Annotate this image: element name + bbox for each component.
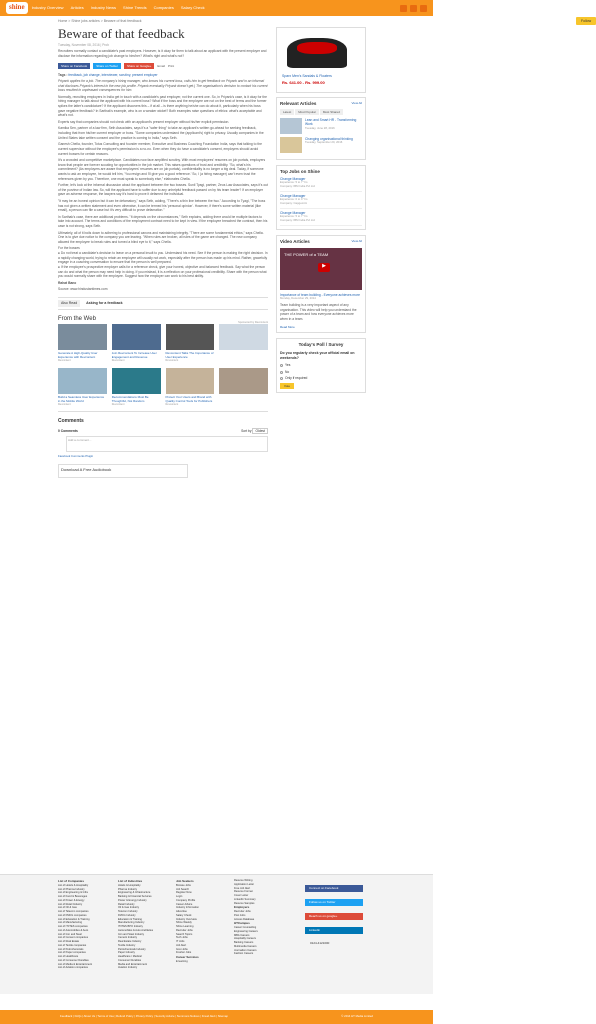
article-meta: Tuesday, November 08, 2016 | Prob <box>58 43 109 48</box>
web-item[interactable] <box>219 368 268 406</box>
comments-section <box>58 411 268 459</box>
web-item-source: Revcontent <box>165 359 179 363</box>
play-icon[interactable]: ▶ <box>318 263 330 272</box>
web-item[interactable] <box>58 324 107 362</box>
comment-input[interactable] <box>66 436 268 452</box>
sort-label: Sort by <box>241 428 252 433</box>
web-item-source: Revcontent <box>111 402 125 406</box>
related-date: Tuesday, September 20, 2016 <box>305 140 343 145</box>
web-item-source: Revcontent <box>111 359 125 363</box>
top-jobs <box>276 165 366 230</box>
nav-item[interactable]: Companies <box>153 5 174 11</box>
phone-number: 0124-4121000 <box>310 941 330 945</box>
web-item[interactable] <box>112 368 161 406</box>
box-title: Video Articles <box>280 238 310 244</box>
sort-select[interactable]: Oldest <box>252 428 268 434</box>
comments-title: Comments <box>58 418 84 425</box>
article-paragraph: Kamika Sen, partner of a law firm, Seth Associates, says it's a "safer thing" to take an applicant's written go-ahead for seeking feedback, including that from his/her current employer or boss. "Some companies understand the (applicant's) right to privacy. Usually companies in the United States take written consent and the practice is coming to India," says Seth. <box>58 126 264 140</box>
radio-icon[interactable] <box>280 377 283 380</box>
view-all-link[interactable]: View All <box>351 100 362 105</box>
article-intro: Recruiters normally contact a candidate's past employers. However, is it okay for them to talk about an applicant with the present employer and disclose the information regarding job change to him/her? What's right and what's not? <box>58 49 267 58</box>
author: Rahat Bano <box>58 280 77 285</box>
print-link[interactable]: Print <box>167 63 175 68</box>
follow-twitter-button[interactable]: Follow us on Twitter <box>305 899 363 906</box>
tags-links[interactable]: feedback, job change, interviewer, scrutiny, present employer <box>68 72 158 77</box>
share-bar <box>58 63 268 69</box>
tags-label: Tags : <box>58 72 68 77</box>
poll-option[interactable] <box>280 376 362 380</box>
web-item-title: Join Revcontent To Increase User Engagement and Revenue <box>111 351 157 360</box>
comments-header <box>58 429 268 433</box>
job-title[interactable]: Change Manager <box>280 193 306 198</box>
article-main <box>58 27 268 483</box>
web-item[interactable] <box>166 368 215 406</box>
footer-col: List of Industries Hotels & Hospitality Pharma Industry Engineering & Infrastructure Banking & Financial Services Power & Energy Industry Retail Industry Oil & Gas Industry Telecom Industry FMCG Industry Education & Training Manufacturing Industry IT/ITES BPO Industry Automobiles & Auto Ancillaries Iron and Steel Industry Cement Industry Real Estate Industry Textile Industry Petrochemicals Industry Paper Industry Healthcare / Medical Consumer Durables Media and Entertainment Aviation Industry <box>118 879 154 970</box>
also-read-link[interactable]: Asking for a feedback <box>83 300 125 307</box>
web-item-source: Revcontent <box>58 402 71 406</box>
relevant-articles <box>276 97 366 160</box>
page-title: Beware of that feedback <box>58 25 185 41</box>
job-item[interactable] <box>280 209 362 226</box>
main-nav <box>32 5 205 10</box>
article-paragraph: Further, let's look at the informal discussion about the applicant between the two bosses. Sunil Tyagi, partner, Zeus Law Associates, says it's out of the purview of Indian law. So, will the applicant have to suffer due to any unhelpful feedback passed on by his team leader? If an employer gave an adverse response, the lawyers say it's hard to prove it defamed the individual. <box>58 183 268 197</box>
web-item-title: Recommendations Must Be Thoughtful, Not Random <box>111 394 149 403</box>
article-italic-intro: Priyank applies for a job. The company's hiring manager, who knows his current boss, calls him to get feedback on Priyank and in an informal chat discloses Priyank's interest in the new job profile. Priyank eventually Priyank doesn't get.) The organisation's decision to contact his current boss resulted in unpleasant consequences for him. <box>58 78 268 93</box>
web-item-title: Build a Seamless User Experience in the Mobile World <box>58 394 105 403</box>
email-link[interactable]: Email <box>157 63 165 68</box>
option-label: Yes <box>285 363 291 368</box>
copyright: © 2014 HT Media Limited <box>341 1014 373 1019</box>
tab-popular[interactable]: Most Popular <box>295 109 319 115</box>
footer-col: List of Companies List of Hotels & Hospitality List of Pharma Industry List of Engineering & Infra List of Food & Beverages List of Power & Energy List of Retail Industry List of Oil & Gas List of Telecom companies List of FMCG companies List of Education & Training List of Manufacturing List of IT/ITES companies List of Automobiles & Auto List of Iron and Steel List of Cement companies List of Real Estate List of Textile companies List of Petrochemicals List of Paper companies List of Healthcare List of Consumer Durables List of Media & Entertainment List of Aviation companies <box>58 879 93 970</box>
share-twitter-button[interactable]: Share on Twitter <box>93 63 121 69</box>
web-item-title: Generate A High-Quality User Experience with Revcontent <box>58 351 98 360</box>
video-title-overlay: THE POWER of a TEAM <box>284 251 329 257</box>
product-ad[interactable] <box>276 27 366 93</box>
box-title: Top Jobs on Shine <box>280 168 320 174</box>
article-paragraph: In Sarthak's case, there are additional problems. "It depends on the circumstances," Seth explains, adding there would be multiple factors to take into account. The terms and conditions of the employment contract need to be kept in view. If the employee breached the contract, then his case is not strong, says Seth. <box>58 214 268 229</box>
related-date: Tuesday, June 28, 2016 <box>305 125 335 130</box>
linkedin-button[interactable]: Linkedin <box>305 927 363 934</box>
job-title[interactable]: Change Manager <box>280 210 306 215</box>
related-title[interactable]: Changing organisational thinking <box>305 136 353 141</box>
article-paragraph: "It may be an honest opinion but it can be defamatory," says Seth, adding, "There's a thin line between the two." According to Tyagi, "The boss has not given a written statement and even otherwise, it can be termed his 'personal opinion'. However, if there's some written material (like email), a person can file a case but it's very difficult to prove defamation." <box>58 199 266 213</box>
related-item[interactable] <box>280 118 362 134</box>
sidebar <box>276 18 592 398</box>
job-exp: Experience: 5 to 7 Yrs <box>280 180 308 185</box>
search-icon[interactable] <box>400 5 407 12</box>
nav-item[interactable]: Articles <box>70 5 84 11</box>
web-item-title: Protect Your Users and Brand with Quality Control Tools for Publishers <box>165 394 213 403</box>
comments-count: 0 Comments <box>58 428 78 433</box>
ad-title[interactable]: Sparx Men's Sandals & Floaters <box>282 73 332 78</box>
article-paragraph: Ultimately, all of it boils down to adhering to professional canons and maintaining integrity. "There are some fundamental ethics," says Chella. One is to give due notice to the company you are leaving. "When rules are broken, all rules of the game are changed. The new company allowed the employee to break rules and turned a blind eye to it," says Chella. <box>58 230 264 244</box>
web-item[interactable] <box>58 368 107 406</box>
related-thumb <box>280 137 302 153</box>
ad-price: Rs. 641.00 - Rs. 999.00 <box>282 79 325 85</box>
google-ad[interactable]: Download A Free Audiobook <box>58 464 188 478</box>
related-item[interactable] <box>280 137 362 153</box>
poll-title: Today's Poll / Survey <box>298 341 344 347</box>
view-all-link[interactable]: View All <box>351 238 362 243</box>
user-icon[interactable] <box>410 5 417 12</box>
tags-line <box>58 73 268 77</box>
article-paragraph: It's a crowded and competitive marketplace. Candidates now face amplified scrutiny. With most employees' resumes on job portals, employers know that people are forever scouting for opportunities in the job market. This raises questions of trust and credibility. "So, what's his commitment? (As employers are aware that employees' resumes are on job portals), confidentiality is no longer a big deal. Today, if someone wants to ask an employee, he would tell him, 'You resign and I'll give you a good reference.' So, I (a hiring manager) can't even trust the references given by you. Therefore, one must speak to somebody else," elaborates Chella. <box>58 158 266 181</box>
fb-plugin-link[interactable]: Facebook Comments Plugin <box>58 454 94 459</box>
footer-col: Job Seekers Browse Jobs Job Search Register Now Login Company Profile Career Advice Industry Information Advertise Salary Check Industry Overview Shine Weekly Shine Learning Recruiter Jobs Search Topics Tech Jobs IT Jobs Job Alert Govt Jobs Fresher Jobs Career Services E learning <box>176 879 199 963</box>
web-thumb <box>58 324 107 350</box>
web-thumb <box>166 368 215 394</box>
share-facebook-button[interactable]: Share on Facebook <box>58 63 90 69</box>
poll-option[interactable] <box>280 370 362 374</box>
sponsored-label: Sponsored by Revcontent <box>238 320 268 324</box>
poll-question: Do you regularly check your official email on weekends? <box>280 350 355 360</box>
article-paragraph: Experts say that companies should not check with an applicant's present employer without his/her explicit permission. <box>58 119 230 124</box>
comment-placeholder: Add a comment... <box>68 438 92 443</box>
job-exp: Experience: 5 to 7 Yrs <box>280 214 308 219</box>
tab-latest[interactable]: Latest <box>280 109 294 115</box>
radio-icon[interactable] <box>280 371 283 374</box>
shine-logo[interactable]: shine <box>6 2 28 13</box>
google-plus-button[interactable]: Reach us on google+ <box>305 913 363 920</box>
breadcrumb[interactable]: Home > Shine jobs articles > Beware of that feedback <box>58 19 142 23</box>
radio-icon[interactable] <box>280 364 283 367</box>
video-date: Monday, December 29, 2014 <box>280 296 316 301</box>
web-thumb <box>219 324 268 350</box>
job-item[interactable] <box>280 192 362 209</box>
read-more-link[interactable]: Read More <box>280 324 295 329</box>
related-title[interactable]: Lean and Smart HR - Transforming Work <box>305 117 357 127</box>
poll-option[interactable] <box>280 363 362 367</box>
job-title[interactable]: Change Manager <box>280 176 306 181</box>
web-thumb <box>58 368 107 394</box>
web-item-source: Revcontent <box>165 402 179 406</box>
job-company: Company: IBM India Pvt Ltd <box>280 218 315 223</box>
job-item[interactable] <box>280 175 362 192</box>
related-thumb <box>280 118 302 134</box>
nav-item[interactable]: Industry Overview <box>31 5 64 11</box>
box-title: Relevant Articles <box>280 100 317 106</box>
poll <box>276 338 366 393</box>
video-caption[interactable]: Importance of team building - Everyone achieves more <box>280 292 360 297</box>
video-desc: Team building is a very important aspect of any organisation. This video will help you understand the power of a team and how everyone achieves more when in a team. <box>280 303 357 321</box>
footer-col: Resume Writing Application Letter Free Job Alert Resume Format Cover Letter LinkedIn Summary Resume Samples Employers Recruiter Jobs Post Jobs Access Database HTCampus Career Counselling Engineering Careers MBA Careers Hospitality Careers Banking Careers Multimedia Careers Journalism Careers Fashion Careers <box>234 879 258 956</box>
follow-button[interactable]: Follow <box>576 17 596 26</box>
web-item-source: Revcontent <box>58 359 71 363</box>
header-actions <box>400 5 427 12</box>
web-thumb <box>112 368 161 394</box>
video-articles <box>276 235 366 333</box>
from-the-web-title: From the Web <box>58 315 96 322</box>
option-label: No <box>285 369 290 374</box>
web-item-title: Revcontent Talks The Importance of User Experience <box>165 351 214 360</box>
web-grid <box>58 324 268 406</box>
nav-item[interactable]: Industry News <box>90 5 117 11</box>
sandal-image <box>287 38 347 68</box>
nav-item[interactable]: Salary Check <box>180 5 205 11</box>
option-label: Only if required <box>285 376 308 381</box>
web-thumb <box>166 324 215 350</box>
job-company: Company: IBM India Pvt Ltd <box>280 184 315 189</box>
web-item[interactable] <box>219 324 268 362</box>
also-read-label: Also Read <box>58 300 80 307</box>
web-thumb <box>112 324 161 350</box>
footer <box>0 874 433 994</box>
article-tabs <box>280 109 362 115</box>
nav-item[interactable]: Shine Trends <box>123 5 147 11</box>
connect-facebook-button[interactable]: Connect on Facebook <box>305 885 363 892</box>
also-read-bar <box>58 297 268 310</box>
footer-links[interactable]: Feedback | FAQs | About Us | Terms of Use | Refund Policy | Privacy Policy | Security Advice | Summons Notices | Fraud Alert | Sitemap <box>60 1014 228 1019</box>
job-exp: Experience: 0 to 0 Yrs <box>280 197 308 202</box>
sort-control[interactable] <box>241 429 268 433</box>
video-player[interactable] <box>280 248 362 290</box>
web-thumb <box>219 368 268 394</box>
article-paragraph: Normally, recruiting employers in India get in touch with a candidate's past employer, not the current one. So, in Priyank's case, is it okay for the hiring manager to talk about the applicant with his current boss? What if the boss and the employee are not on the best of terms and the former spikes the latter's candidature? If the applicant discovers this – if at all – is there anything he/she can do about it, particularly when his boss gave negative feedback? In Sarthak's example, who is on a weaker wicket? Both examples raise questions of ethics: what's acceptable and what's not. <box>58 94 268 118</box>
article-paragraph: Ganesh Chella, founder, Totus Consulting and founder member, Executive and Business Coaching Foundation India, says that talking to the current supervisor without the employee's permission is a no-no. Even when they do have a candidate's consent, employers should avoid current bosses for certain reasons. <box>58 142 262 156</box>
tab-shared[interactable]: Most Shared <box>320 109 343 115</box>
job-company: Company: Capgemini <box>280 201 307 206</box>
share-google-button[interactable]: Share on Google+ <box>124 63 154 69</box>
article-tips: For the bosses ● Do not treat a candidate's decision to leave on a personal insult to you. Understand his need. See if the person is making the right decision. In a rapidly changing world, trying to retain an employee will usually not work, especially after the person has made up his mind. Rather, gracefully engage in a coaching conversation to ensure that the person is well prepared. ● If the employee's prospective employer calls for a reference check, give your honest, objective and balanced feedback. Say what the person can do and what the person may need help in doing. If you mislead, it is a reflection on your professional credibility. Share with the person what you would normally share with the employee. Suggest how the employer can work to his best ability. <box>58 246 268 279</box>
web-item[interactable] <box>166 324 215 362</box>
source: Source: www.hindustantimes.com <box>58 287 108 292</box>
menu-icon[interactable] <box>420 5 427 12</box>
web-item[interactable] <box>112 324 161 362</box>
bottom-bar <box>0 1010 433 1024</box>
top-navigation-bar <box>0 0 433 16</box>
vote-button[interactable]: Vote <box>280 383 294 389</box>
